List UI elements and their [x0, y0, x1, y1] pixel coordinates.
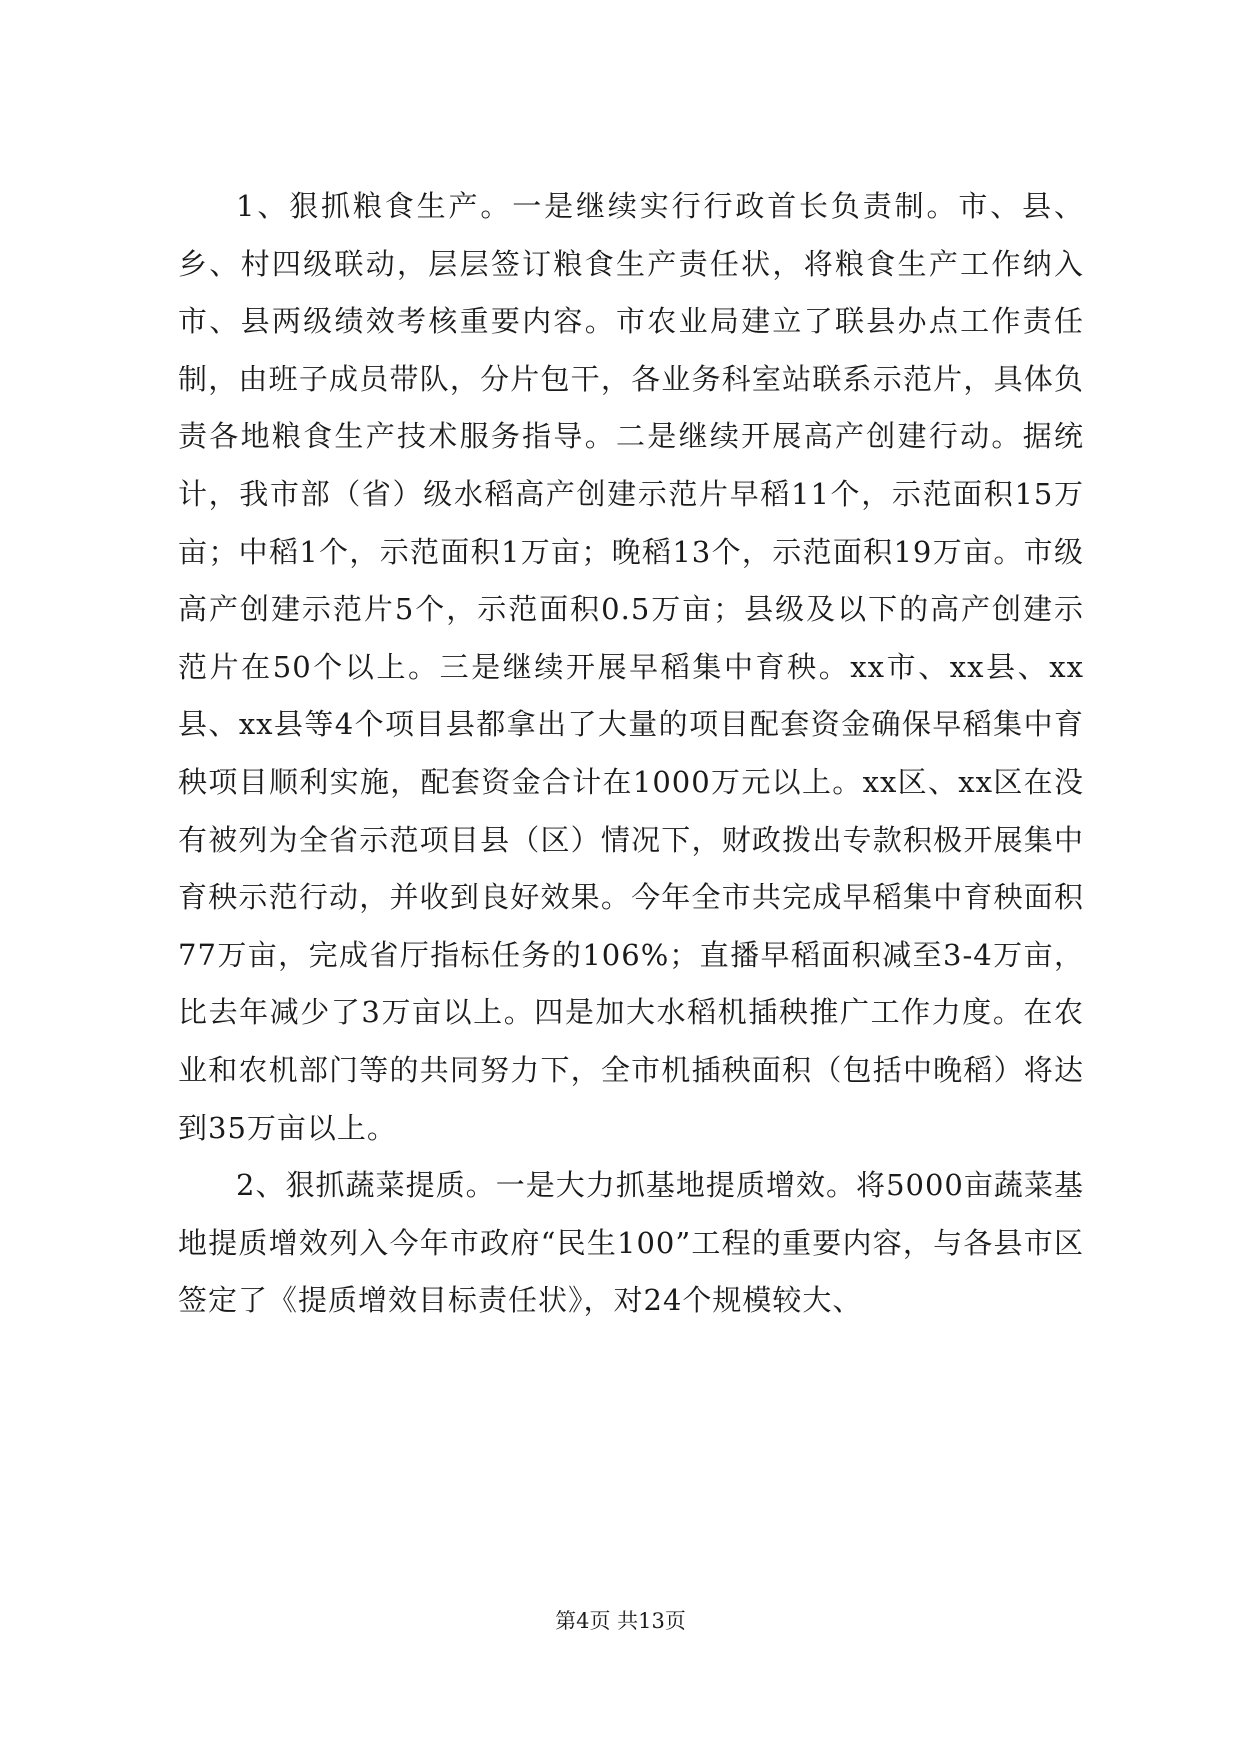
- paragraph-grain-production: 1、狠抓粮食生产。一是继续实行行政首长负责制。市、县、乡、村四级联动，层层签订粮食生产责任状，将粮食生产工作纳入市、县两级绩效考核重要内容。市农业局建立了联县办点工作责任制，由班子成员带队，分片包干，各业务科室站联系示范片，具体负责各地粮食生产技术服务指导。二是继续开展高产创建行动。据统计，我市部（省）级水稻高产创建示范片早稻11个，示范面积15万亩；中稻1个，示范面积1万亩；晚稻13个，示范面积19万亩。市级高产创建示范片5个，示范面积0.5万亩；县级及以下的高产创建示范片在50个以上。三是继续开展早稻集中育秧。xx市、xx县、xx县、xx县等4个项目县都拿出了大量的项目配套资金确保早稻集中育秧项目顺利实施，配套资金合计在1000万元以上。xx区、xx区在没有被列为全省示范项目县（区）情况下，财政拨出专款积极开展集中育秧示范行动，并收到良好效果。今年全市共完成早稻集中育秧面积77万亩，完成省厅指标任务的106%；直播早稻面积减至3-4万亩，比去年减少了3万亩以上。四是加大水稻机插秧推广工作力度。在农业和农机部门等的共同努力下，全市机插秧面积（包括中晚稻）将达到35万亩以上。: [178, 189, 1084, 1145]
- paragraph-vegetable-quality: 2、狠抓蔬菜提质。一是大力抓基地提质增效。将5000亩蔬菜基地提质增效列入今年市政府“民生100”工程的重要内容，与各县市区签定了《提质增效目标责任状》，对24个规模较大、: [178, 1168, 1084, 1318]
- body-text: [178, 178, 1084, 1330]
- page-footer: 第4页 共13页: [555, 1609, 686, 1633]
